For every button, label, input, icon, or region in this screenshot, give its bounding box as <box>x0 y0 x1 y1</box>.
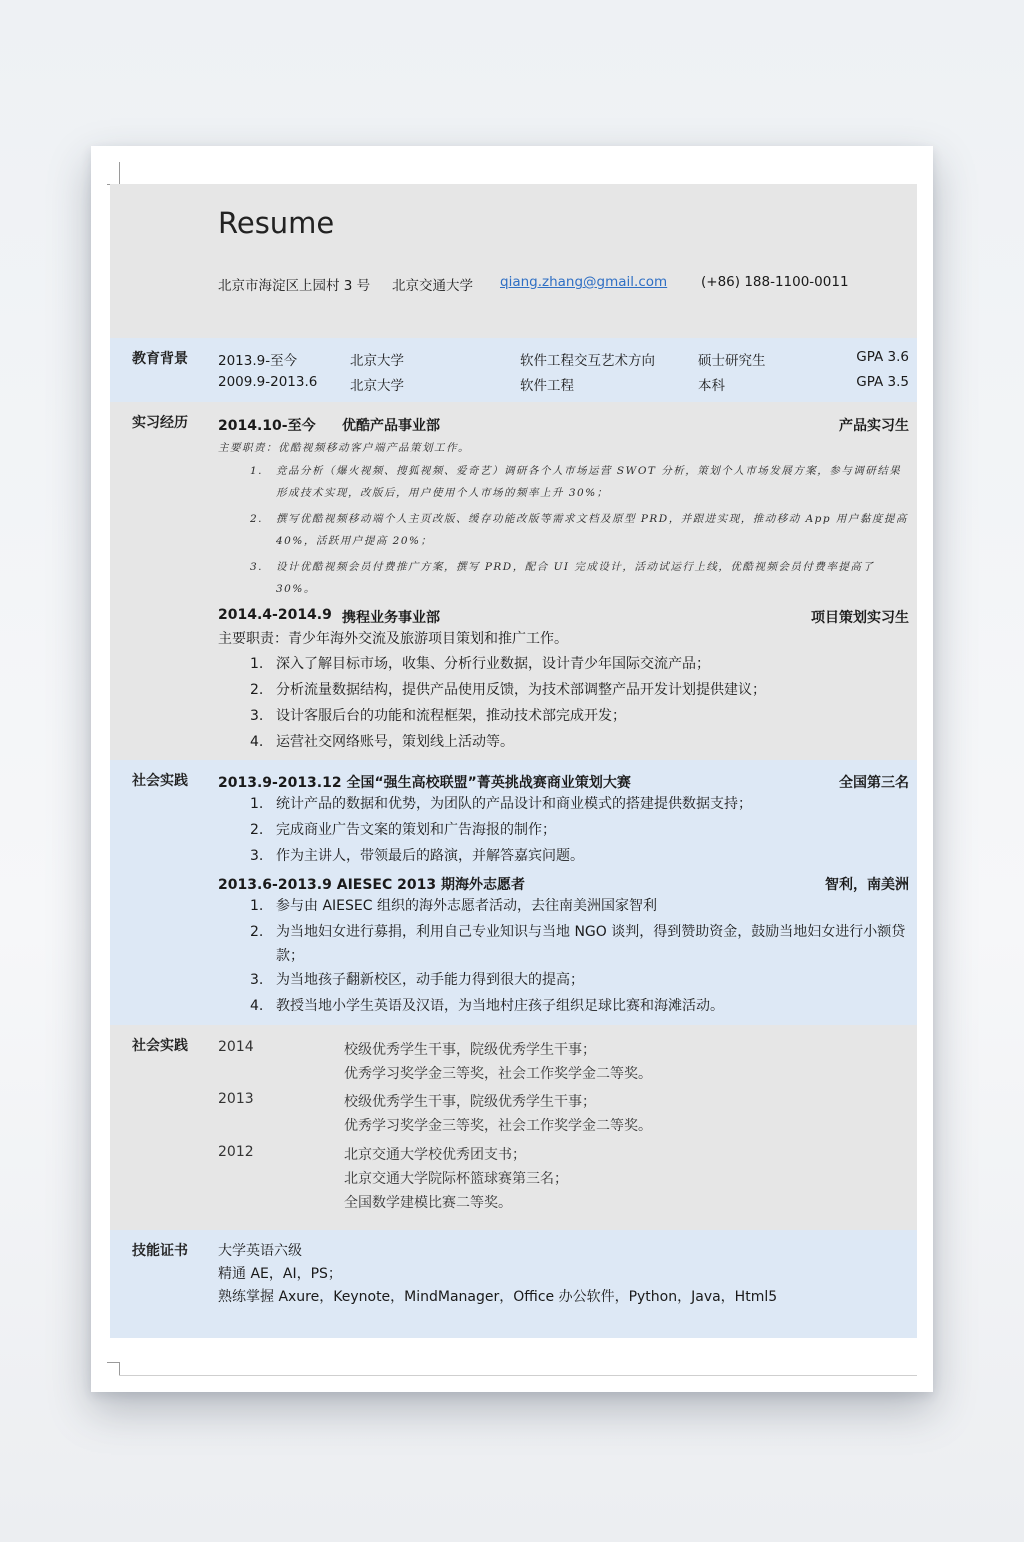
event-result: 智利，南美洲 <box>825 877 909 893</box>
item-number: 1. <box>250 465 264 477</box>
list-item <box>250 994 910 1018</box>
item-text: 深入了解目标市场，收集、分析行业数据，设计青少年国际交流产品； <box>276 656 710 672</box>
edu-school: 北京大学 <box>350 378 404 394</box>
section-label-skills: 技能证书 <box>132 1243 188 1259</box>
section-label-honors: 社会实践 <box>132 1038 188 1054</box>
list-item <box>250 792 910 816</box>
list-item <box>250 508 910 552</box>
edu-gpa: GPA 3.5 <box>856 374 909 390</box>
resume-title: Resume <box>218 206 335 240</box>
item-number: 4. <box>250 734 264 750</box>
item-text: 教授当地小学生英语及汉语，为当地村庄孩子组织足球比赛和海滩活动。 <box>276 998 724 1014</box>
item-number: 3. <box>250 561 264 573</box>
edu-gpa: GPA 3.6 <box>856 349 909 365</box>
honor-line: 优秀学习奖学金三等奖，社会工作奖学金二等奖。 <box>344 1066 652 1082</box>
item-number: 4. <box>250 998 264 1014</box>
job-role: 项目策划实习生 <box>811 610 909 626</box>
list-item <box>250 920 910 968</box>
skill-line: 大学英语六级 <box>218 1243 302 1259</box>
header-section <box>110 184 917 338</box>
list-item <box>250 730 910 754</box>
resume-content <box>110 184 917 1338</box>
honor-year: 2012 <box>218 1144 254 1160</box>
list-item <box>250 678 910 702</box>
list-item <box>250 652 910 676</box>
item-number: 2. <box>250 682 264 698</box>
job-role: 产品实习生 <box>839 418 909 434</box>
event-result: 全国第三名 <box>839 775 909 791</box>
event-title: 2013.6-2013.9 AIESEC 2013 期海外志愿者 <box>218 877 525 893</box>
email-link[interactable]: qiang.zhang@gmail.com <box>500 274 668 290</box>
section-label-internship: 实习经历 <box>132 415 188 431</box>
honor-year: 2013 <box>218 1091 254 1107</box>
honor-line: 校级优秀学生干事，院级优秀学生干事； <box>344 1042 596 1058</box>
item-number: 2. <box>250 822 264 838</box>
crop-mark-bottom-v <box>119 1362 120 1376</box>
honor-year: 2014 <box>218 1039 254 1055</box>
education-section <box>110 338 917 402</box>
item-text: 作为主讲人，带领最后的路演，并解答嘉宾问题。 <box>276 848 584 864</box>
item-number: 1. <box>250 898 264 914</box>
item-number: 1. <box>250 796 264 812</box>
honor-line: 校级优秀学生干事，院级优秀学生干事； <box>344 1094 596 1110</box>
item-text: 统计产品的数据和优势，为团队的产品设计和商业模式的搭建提供数据支持； <box>276 796 752 812</box>
honors-section <box>110 1025 917 1230</box>
job-company: 优酷产品事业部 <box>342 418 440 434</box>
item-number: 2. <box>250 924 264 940</box>
job-period: 2014.4-2014.9 <box>218 607 332 623</box>
item-text: 运营社交网络账号，策划线上活动等。 <box>276 734 514 750</box>
item-number: 3. <box>250 708 264 724</box>
item-number: 3. <box>250 972 264 988</box>
list-item <box>250 818 910 842</box>
list-item <box>250 894 910 918</box>
item-number: 2. <box>250 513 264 525</box>
phone: (+86) 188-1100-0011 <box>701 274 849 290</box>
skill-line: 精通 AE，AI，PS； <box>218 1266 342 1282</box>
honor-line: 北京交通大学校优秀团支书； <box>344 1147 526 1163</box>
honor-line: 全国数学建模比赛二等奖。 <box>344 1195 512 1211</box>
job-period: 2014.10-至今 <box>218 418 316 434</box>
event-title: 2013.9-2013.12 全国“强生高校联盟”菁英挑战赛商业策划大赛 <box>218 775 631 791</box>
item-text: 撰写优酷视频移动端个人主页改版、缓存功能改版等需求文档及原型 PRD，并跟进实现，推动移动 App 用户黏度提高 40%，活跃用户提高 20%； <box>276 513 908 547</box>
item-number: 3. <box>250 848 264 864</box>
item-text: 设计客服后台的功能和流程框架，推动技术部完成开发； <box>276 708 626 724</box>
skill-line: 熟练掌握 Axure，Keynote，MindManager，Office 办公软件，Python，Java，Html5 <box>218 1289 778 1305</box>
honor-line: 北京交通大学院际杯篮球赛第三名； <box>344 1171 568 1187</box>
address: 北京市海淀区上园村 3 号 <box>218 278 371 294</box>
edu-major: 软件工程 <box>520 378 574 394</box>
list-item <box>250 556 910 600</box>
item-text: 为当地妇女进行募捐，利用自己专业知识与当地 NGO 谈判，得到赞助资金，鼓励当地妇女进行小额贷款； <box>276 924 906 964</box>
edu-period: 2009.9-2013.6 <box>218 374 318 390</box>
item-number: 1. <box>250 656 264 672</box>
edu-degree: 硕士研究生 <box>698 353 766 369</box>
list-item <box>250 704 910 728</box>
edu-major: 软件工程交互艺术方向 <box>520 353 655 369</box>
honor-line: 优秀学习奖学金三等奖，社会工作奖学金二等奖。 <box>344 1118 652 1134</box>
internship-section <box>110 402 917 760</box>
item-text: 竞品分析（爆火视频、搜狐视频、爱奇艺）调研各个人市场运营 SWOT 分析，策划个人市场发展方案，参与调研结果形成技术实现，改版后，用户使用个人市场的频率上升 30%； <box>276 465 902 499</box>
crop-mark-top-v <box>119 162 120 184</box>
practice-section <box>110 760 917 1025</box>
edu-school: 北京大学 <box>350 353 404 369</box>
resume-sheet <box>91 146 933 1392</box>
skills-section <box>110 1230 917 1338</box>
item-text: 完成商业广告文案的策划和广告海报的制作； <box>276 822 556 838</box>
section-label-practice: 社会实践 <box>132 773 188 789</box>
edu-period: 2013.9-至今 <box>218 353 298 369</box>
item-text: 设计优酷视频会员付费推广方案，撰写 PRD，配合 UI 完成设计，活动试运行上线，优酷视频会员付费率提高了 30%。 <box>276 561 875 595</box>
school-name: 北京交通大学 <box>392 278 473 294</box>
list-item <box>250 968 910 992</box>
job-duty: 主要职责：青少年海外交流及旅游项目策划和推广工作。 <box>218 631 568 647</box>
list-item <box>250 844 910 868</box>
section-label-education: 教育背景 <box>132 351 188 367</box>
crop-mark-bottom-h <box>107 1362 119 1363</box>
page-bottom-line <box>119 1375 917 1376</box>
edu-degree: 本科 <box>698 378 725 394</box>
item-text: 分析流量数据结构，提供产品使用反馈，为技术部调整产品开发计划提供建议； <box>276 682 766 698</box>
list-item <box>250 460 910 504</box>
item-text: 为当地孩子翻新校区，动手能力得到很大的提高； <box>276 972 584 988</box>
job-duty: 主要职责：优酷视频移动客户端产品策划工作。 <box>218 442 470 454</box>
job-company: 携程业务事业部 <box>342 610 440 626</box>
item-text: 参与由 AIESEC 组织的海外志愿者活动，去往南美洲国家智利 <box>276 898 657 914</box>
